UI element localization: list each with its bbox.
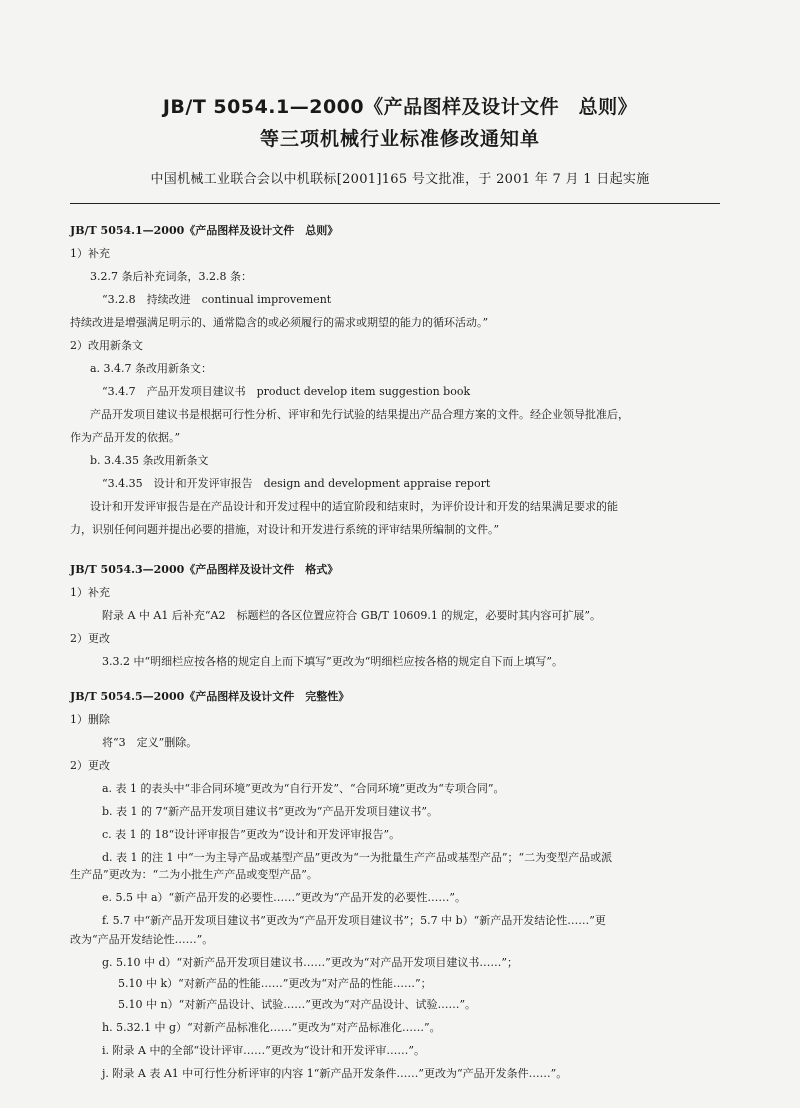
list-item-sub: 5.10 中 n）“对新产品设计、试验……”更改为“对产品设计、试验……”。 — [118, 998, 477, 1011]
document-title-line1: JB/T 5054.1—2000《产品图样及设计文件 总则》 — [162, 96, 638, 118]
list-item: a. 表 1 的表头中“非合同环境”更改为“自行开发”、“合同环境”更改为“专项合同”。 — [102, 782, 505, 795]
list-item: f. 5.7 中“新产品开发项目建议书”更改为“产品开发项目建议书”；5.7 中 b）“新产品开发结论性……”更 — [102, 914, 606, 927]
list-item: b. 表 1 的 7“新产品开发项目建议书”更改为“产品开发项目建议书”。 — [102, 805, 439, 818]
list-item: 附录 A 中 A1 后补充“A2 标题栏的各区位置应符合 GB/T 10609.1 的规定，必要时其内容可扩展”。 — [102, 609, 601, 622]
clause-term: “3.2.8 持续改进 continual improvement — [102, 293, 332, 306]
section-heading-5054-1: JB/T 5054.1—2000《产品图样及设计文件 总则》 — [70, 224, 339, 237]
list-item: i. 附录 A 中的全部“设计评审……”更改为“设计和开发评审……”。 — [102, 1044, 425, 1057]
list-item: 3.3.2 中“明细栏应按各格的规定自上而下填写”更改为“明细栏应按各格的规定自下而上填写”。 — [102, 655, 563, 668]
list-item: j. 附录 A 表 A1 中可行性分析评审的内容 1“新产品开发条件……”更改为“产品开发条件……”。 — [102, 1067, 568, 1080]
list-item: 2）改用新条文 — [70, 339, 143, 352]
document-title-line2: 等三项机械行业标准修改通知单 — [259, 128, 540, 150]
list-item: 1）补充 — [70, 247, 110, 260]
list-item-cont: 生产品”更改为：“二为小批生产产品或变型产品”。 — [70, 868, 318, 881]
document-subtitle: 中国机械工业联合会以中机联标[2001]165 号文批准，于 2001 年 7 月 1 日起实施 — [150, 172, 650, 187]
list-item-cont: 改为“产品开发结论性……”。 — [70, 933, 214, 946]
clause-definition: 设计和开发评审报告是在产品设计和开发过程中的适宜阶段和结束时，为评价设计和开发的结果满足要求的能 — [90, 500, 618, 513]
list-item: b. 3.4.35 条改用新条文 — [90, 454, 209, 467]
list-item: 2）更改 — [70, 632, 110, 645]
header-divider — [70, 203, 720, 204]
list-item: 1）删除 — [70, 713, 110, 726]
clause-term: “3.4.7 产品开发项目建议书 product develop item suggestion book — [102, 385, 471, 398]
list-item-sub: 5.10 中 k）“对新产品的性能……”更改为“对产品的性能……”； — [118, 977, 432, 990]
clause-definition: 产品开发项目建议书是根据可行性分析、评审和先行试验的结果提出产品合理方案的文件。经企业领导批准后， — [90, 408, 629, 421]
clause-definition: 持续改进是增强满足明示的、通常隐含的或必须履行的需求或期望的能力的循环活动。” — [70, 316, 489, 329]
clause-definition-cont: 作为产品开发的依据。” — [70, 431, 181, 444]
clause-term: “3.4.35 设计和开发评审报告 design and development appraise report — [102, 477, 491, 490]
section-heading-5054-5: JB/T 5054.5—2000《产品图样及设计文件 完整性》 — [70, 690, 350, 703]
section-heading-5054-3: JB/T 5054.3—2000《产品图样及设计文件 格式》 — [70, 563, 339, 576]
list-item: 1）补充 — [70, 586, 110, 599]
list-item: e. 5.5 中 a）“新产品开发的必要性……”更改为“产品开发的必要性……”。 — [102, 891, 467, 904]
list-item: 2）更改 — [70, 759, 110, 772]
list-item: d. 表 1 的注 1 中“一为主导产品或基型产品”更改为“一为批量生产产品或基型产品”；“二为变型产品或派 — [102, 851, 613, 864]
list-item: 将“3 定义”删除。 — [102, 736, 198, 749]
list-item: g. 5.10 中 d）“对新产品开发项目建议书……”更改为“对产品开发项目建议书……”； — [102, 956, 519, 969]
list-item: h. 5.32.1 中 g）“对新产品标准化……”更改为“对产品标准化……”。 — [102, 1021, 441, 1034]
list-item: c. 表 1 的 18“设计评审报告”更改为“设计和开发评审报告”。 — [102, 828, 401, 841]
clause-definition-cont: 力，识别任何问题并提出必要的措施，对设计和开发进行系统的评审结果所编制的文件。” — [70, 523, 500, 536]
list-item: a. 3.4.7 条改用新条文： — [90, 362, 213, 375]
list-item: 3.2.7 条后补充词条，3.2.8 条： — [90, 270, 252, 283]
